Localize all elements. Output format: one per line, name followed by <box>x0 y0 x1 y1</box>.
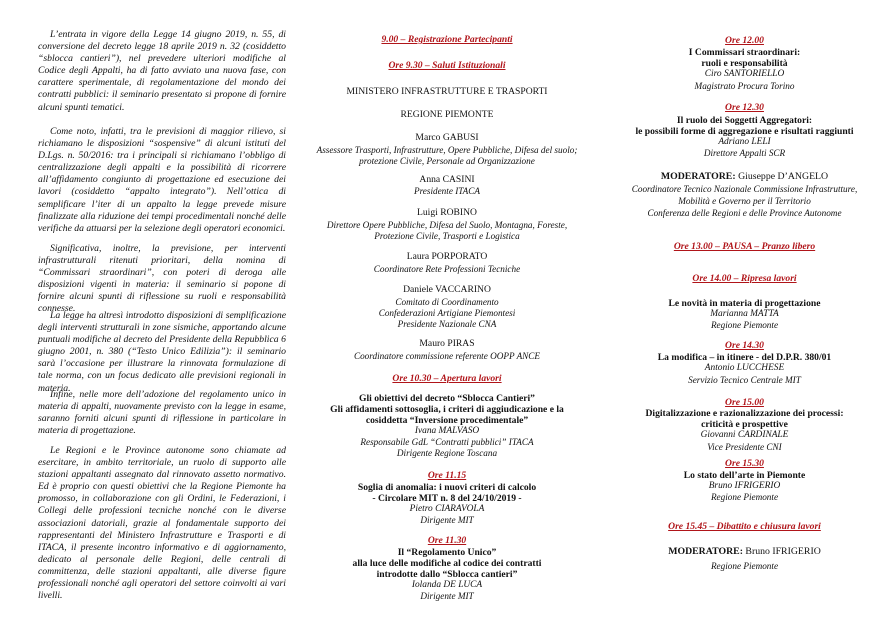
moderator-label: MODERATORE: <box>668 546 743 557</box>
speaker-role: Direttore Opere Pubbliche, Difesa del Suolo, Montagna, Foreste, <box>326 220 568 230</box>
intro-paragraph: L’entrata in vigore della Legge 14 giugno 2019, n. 55, di conversione del decreto legge 18 aprile 2019 n. 32 (cosiddetto “sblocca cantieri”), nel prevedere ulteriori modifiche al Codice degli Appalti, ha di fatto avviato una nuova fase, con carattere sperimentale, di regolamentazione del mondo dei contratti pubblici: il seminario presentato si propone di fornire alcuni spunti tematici. <box>38 29 286 113</box>
session-title: Gli obiettivi del decreto “Sblocca Cantieri” <box>359 393 535 404</box>
region-label: REGIONE PIEMONTE <box>400 109 494 120</box>
session-time: Ore 11.30 <box>427 535 467 546</box>
speaker-role: protezione Civile, Personale ad Organizzazione <box>359 156 535 166</box>
registration-time: 9.00 – Registrazione Partecipanti <box>381 34 513 45</box>
greetings-time: Ore 9.30 – Saluti Istituzionali <box>388 60 506 71</box>
session-title: Il ruolo dei Soggetti Aggregatori: <box>676 115 813 126</box>
speaker-role: Direttore Appalti SCR <box>703 148 786 158</box>
session-title: I Commissari straordinari: <box>688 47 801 58</box>
moderator-name: Giuseppe D’ANGELO <box>738 171 829 182</box>
speaker-name: Laura PORPORATO <box>406 251 488 262</box>
speaker-name: Marco GABUSI <box>415 132 479 143</box>
speaker-name: Anna CASINI <box>419 174 475 185</box>
ministry-label: MINISTERO INFRASTRUTTURE E TRASPORTI <box>346 86 548 97</box>
speaker-role: Regione Piemonte <box>710 320 779 330</box>
session-speaker: Ciro SANTORIELLO <box>704 69 785 79</box>
session-speaker: Antonio LUCCHESE <box>704 363 785 373</box>
speaker-role: Protezione Civile, Trasporti e Logistica <box>374 231 520 241</box>
session-title: Il “Regolamento Unico” <box>397 547 497 558</box>
session-time: Ore 14.30 <box>725 340 764 351</box>
session-title: Digitalizzazione e razionalizzazione dei processi: <box>645 408 844 419</box>
session-title: ruoli e responsabilità <box>701 58 788 69</box>
session-title: Gli affidamenti sottosoglia, i criteri di aggiudicazione e la <box>330 404 564 415</box>
speaker-name: Mauro PIRAS <box>419 338 475 349</box>
speaker-role: Assessore Trasporti, Infrastrutture, Opere Pubbliche, Difesa del suolo; <box>316 145 578 155</box>
moderator-name: Bruno IFRIGERIO <box>745 546 821 557</box>
intro-paragraph: La legge ha altresì introdotto disposizioni di semplificazione degli interventi strutturali in zone sismiche, apportando alcune puntuali modifiche al decreto del Presidente della Repubblica 6 giugno 2001, n. 380 (“Testo Unico Edilizia”): il seminario sarà l’occasione per illustrare la rinnovata formulazione di tale norma, con un focus dedicato alle previsioni regionali in materia. <box>38 310 286 394</box>
speaker-role: Presidente Nazionale CNA <box>397 319 497 329</box>
speaker-name: Daniele VACCARINO <box>403 284 491 295</box>
speaker-role: Regione Piemonte <box>710 492 779 502</box>
session-title: Le novità in materia di progettazione <box>668 298 821 309</box>
session-time: Ore 15.00 <box>725 397 764 408</box>
moderator-role: Coordinatore Tecnico Nazionale Commissione Infrastrutture, <box>631 184 858 194</box>
session-title: le possibili forme di aggregazione e risultati raggiunti <box>635 126 854 137</box>
session-title: La modifica – in itinere - del D.P.R. 380/01 <box>657 352 832 363</box>
session-title: introdotte dallo “Sblocca cantieri” <box>376 569 518 580</box>
session-speaker: Adriano LELI <box>718 137 771 147</box>
speaker-name: Luigi ROBINO <box>417 207 477 218</box>
session-speaker: Bruno IFRIGERIO <box>708 481 781 491</box>
speaker-role: Dirigente MIT <box>420 591 474 601</box>
moderator-role: Mobilità e Governo per il Territorio <box>678 196 811 206</box>
session-speaker: Iolanda DE LUCA <box>411 580 483 590</box>
session-speaker: Marianna MATTA <box>710 309 779 319</box>
intro-paragraph: Le Regioni e le Province autonome sono chiamate ad esercitare, in ambito territoriale, un ruolo di supporto alle stazioni appaltanti assegnato dal rinnovato assetto normativo. Ed è proprio con questi obiettivi che la Regione Piemonte ha promosso, in collaborazione con gli Ordini, le Federazioni, i Collegi delle professioni tecniche nonché con le diverse associazioni datoriali, grazie al fondamentale supporto dei rappresentanti del Ministero Infrastrutture e Trasporti e di ITACA, il presente incontro informativo e di aggiornamento, dedicato al personale delle Regioni, delle centrali di committenza, delle stazioni appaltanti, alle diverse figure professionali nonché agli operatori del settore coinvolti ai vari livelli. <box>38 445 286 602</box>
speaker-role: Responsabile GdL “Contratti pubblici” ITACA <box>360 437 534 447</box>
session-time: Ore 12.00 <box>725 35 764 46</box>
right-column <box>596 0 893 631</box>
speaker-role: Servizio Tecnico Centrale MIT <box>688 375 801 385</box>
speaker-role: Dirigente MIT <box>420 515 474 525</box>
session-speaker: Giovanni CARDINALE <box>700 430 789 440</box>
speaker-role: Comitato di Coordinamento <box>395 297 499 307</box>
session-title: criticità e prospettive <box>701 419 788 430</box>
resume-time: Ore 14.00 – Ripresa lavori <box>692 273 797 284</box>
speaker-role: Confederazioni Artigiane Piemontesi <box>378 308 516 318</box>
moderator-role: Regione Piemonte <box>710 561 779 571</box>
session-title: Lo stato dell’arte in Piemonte <box>683 470 806 481</box>
middle-column <box>298 0 596 631</box>
intro-paragraph: Come noto, infatti, tra le previsioni di maggior rilievo, si richiamano le disposizioni “sospensive” di alcuni istituti del D.Lgs. n. 50/2016: tra i principali si richiamano l’obbligo di centralizzazione degli appalti e la possibilità di ricorrere all’affidamento congiunto di progettazione ed esecuzione dei lavori (cosiddetto “appalto integrato”). Nell’ottica di semplificare l’iter di un appalto la legge prevede misure finalizzate alla riduzione dei tempi procedimentali nonché delle verifiche da attuarsi per la selezione degli operatori economici. <box>38 126 286 234</box>
left-column <box>0 0 298 631</box>
moderator-role: Conferenza delle Regioni e delle Province Autonome <box>647 208 842 218</box>
speaker-role: Dirigente Regione Toscana <box>396 448 498 458</box>
speaker-role: Magistrato Procura Torino <box>694 81 795 91</box>
session-time: Ore 11.15 <box>427 470 467 481</box>
speaker-role: Coordinatore Rete Professioni Tecniche <box>373 264 521 274</box>
speaker-role: Vice Presidente CNI <box>707 442 782 452</box>
intro-paragraph: Infine, nelle more dell’adozione del regolamento unico in materia di appalti, nuovamente previsto con la legge in esame, saranno forniti alcuni spunti di riflessione in particolare in materia di progettazione. <box>38 389 286 437</box>
speaker-role: Presidente ITACA <box>413 186 481 196</box>
intro-paragraph: Significativa, inoltre, la previsione, per interventi infrastrutturali ritenuti prioritari, della nomina di “Commissari straordinari”, con poteri di deroga alle disposizioni vigenti in materia: il seminario si popone di fornire alcuni spunti di riflessione su ruoli e responsabilità connesse. <box>38 243 286 315</box>
session-title: - Circolare MIT n. 8 del 24/10/2019 - <box>372 493 522 504</box>
session-time: Ore 15.30 <box>725 458 764 469</box>
lunch-break: Ore 13.00 – PAUSA – Pranzo libero <box>673 241 816 252</box>
session-title: Soglia di anomalia: i nuovi criteri di calcolo <box>357 482 537 493</box>
session-speaker: Ivana MALVASO <box>414 426 480 436</box>
session-title: cosiddetta “Inversione procedimentale” <box>365 415 529 426</box>
session-time: Ore 12.30 <box>725 102 764 113</box>
session-title: alla luce delle modifiche al codice dei contratti <box>352 558 542 569</box>
moderator-line <box>596 171 893 182</box>
session-speaker: Pietro CIARAVOLA <box>409 504 485 514</box>
moderator-label: MODERATORE: <box>660 171 736 182</box>
opening-time: Ore 10.30 – Apertura lavori <box>392 373 502 384</box>
closing-time: Ore 15.45 – Dibattito e chiusura lavori <box>668 521 821 532</box>
moderator-line <box>596 546 893 557</box>
speaker-role: Coordinatore commissione referente OOPP ANCE <box>353 351 541 361</box>
